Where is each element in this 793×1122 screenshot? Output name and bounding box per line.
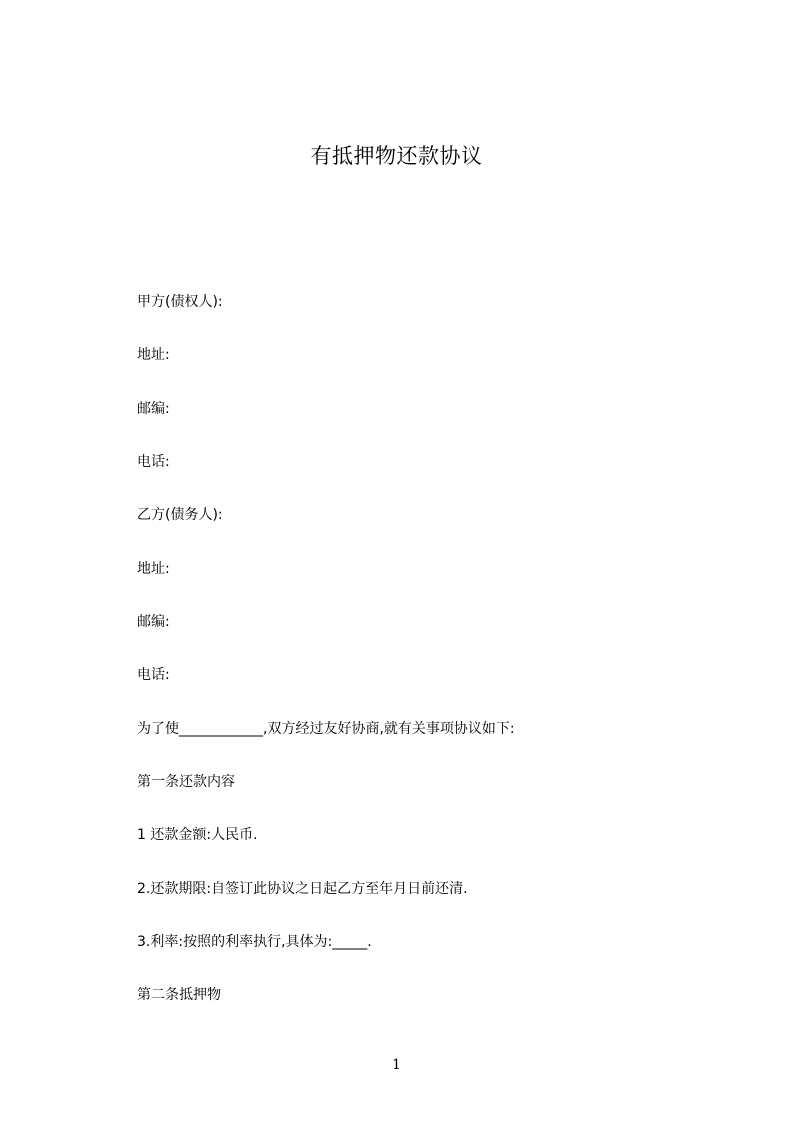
- party-a-label: 甲方(债权人):: [137, 294, 223, 310]
- party-b-address: 地址:: [137, 561, 170, 577]
- party-a-phone: 电话:: [137, 454, 170, 470]
- party-b-postcode: 邮编:: [137, 614, 170, 630]
- interest-rate: 3.利率:按照的利率执行,具体为:_____.: [137, 934, 372, 950]
- party-a-postcode: 邮编:: [137, 401, 170, 417]
- article-1-heading: 第一条还款内容: [137, 774, 235, 790]
- document-title: 有抵押物还款协议: [310, 144, 483, 168]
- party-b-label: 乙方(债务人):: [137, 507, 223, 523]
- party-b-phone: 电话:: [137, 667, 170, 683]
- repayment-amount: 1 还款金额:人民币.: [137, 827, 258, 843]
- party-a-address: 地址:: [137, 347, 170, 363]
- article-2-heading: 第二条抵押物: [137, 987, 221, 1003]
- repayment-term: 2.还款期限:自签订此协议之日起乙方至年月日前还清.: [137, 881, 468, 897]
- agreement-intro: 为了使____________,双方经过友好协商,就有关事项协议如下:: [137, 721, 515, 737]
- page-number: 1: [392, 1057, 401, 1073]
